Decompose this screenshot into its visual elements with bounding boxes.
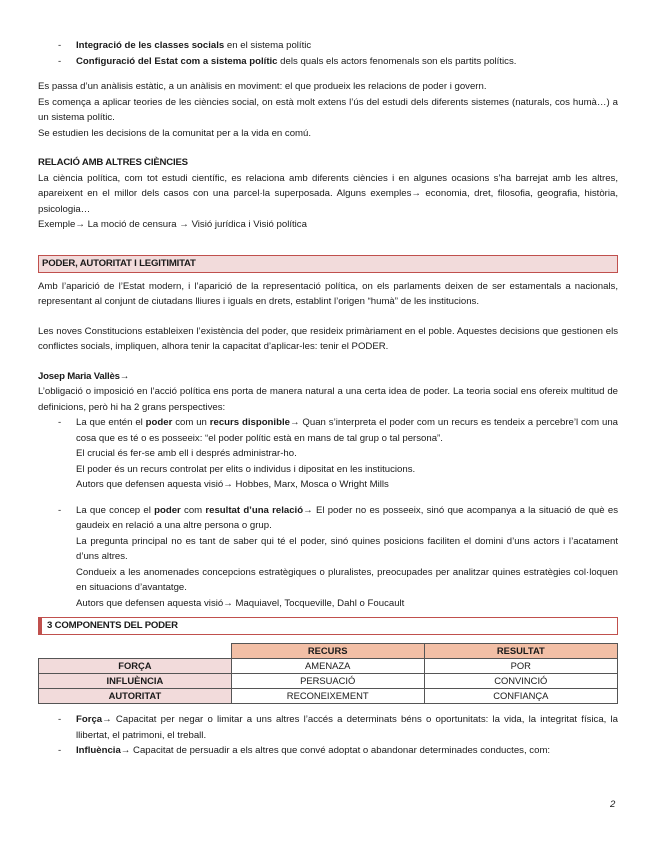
table-row [39, 674, 618, 689]
list-continuation: Condueix a les anomenades concepcions estratègiques o pluralistes, preocupades per analitzar quines estratègies col·loquen en situacions d’avantatge. [76, 566, 618, 593]
bullet-text: en el sistema polític [224, 40, 312, 51]
list-item: - La que concep el poder com resultat d’una relació→ El poder no es posseeix, sinó que acompanya a la situació de què es gaudeix en relació a una altre persona o grup. [58, 504, 618, 531]
author-heading: Josep Maria Vallès→ [38, 370, 130, 382]
paragraph: Se estudien les decisions de la comunitat per a la vida en comú. [38, 127, 312, 139]
bullet-text: dels quals els actors fenomenals son els partits polítics. [277, 55, 517, 67]
paragraph: Amb l’aparició de l’Estat modern, i l’aparició de la representació política, on els parlaments deixen de ser estamentals a nacionals, representant al conjunt de ciutadans lliures i iguals en drets, establint l’origen “humà” de les institucions. [38, 280, 618, 307]
perspective-list [38, 415, 618, 611]
section-heading-box: PODER, AUTORITAT I LEGITIMITAT [38, 255, 618, 273]
section-heading-box: 3 COMPONENTS DEL PODER [38, 617, 618, 635]
list-item: - Integració de les classes socials en el sistema polític [58, 40, 312, 51]
bullet-term: Influència [76, 745, 121, 756]
table-row [39, 659, 618, 674]
row-header: AUTORITAT [39, 689, 232, 704]
row-header: INFLUÈNCIA [39, 674, 232, 689]
document-page [38, 38, 618, 759]
row-header: FORÇA [39, 659, 232, 674]
list-continuation: Autors que defensen aquesta visió→ Maquiavel, Tocqueville, Dahl o Foucault [76, 597, 405, 609]
table-cell: CONVINCIÓ [424, 674, 617, 689]
components-table [38, 643, 618, 704]
list-item: - Influència→ Capacitat de persuadir a els altres que convé adoptat o abandonar determinades conductes, com: [58, 745, 551, 756]
list-continuation: El crucial és fer-se amb ell i després administrar-ho. [76, 448, 297, 459]
table-row [39, 689, 618, 704]
bullet-term: Integració de les classes socials [76, 40, 225, 51]
table-header-row [39, 644, 618, 659]
table-corner [39, 644, 232, 659]
components-bullet-list [38, 712, 618, 759]
list-item: - La que entén el poder com un recurs disponible→ Quan s’interpreta el poder com un recurs es tendeix a percebre’l com una cosa que es té o es posseeix: “el poder polític està en mans de tal grup o tal persona”. [58, 417, 618, 444]
list-continuation: Autors que defensen aquesta visió→ Hobbes, Marx, Mosca o Wright Mills [76, 479, 389, 490]
table-cell: CONFIANÇA [424, 689, 617, 704]
table-cell: RECONEIXEMENT [231, 689, 424, 704]
paragraph: La ciència política, com tot estudi científic, es relaciona amb diferents ciències i en algunes ocasions s’ha barrejat amb les altres, apareixent en el millor dels casos con una parcel·la superposada. Alguns exemples→ economia, dret, filosofia, geografia, història, psicologia… [38, 172, 618, 215]
table-cell: PERSUACIÓ [231, 674, 424, 689]
paragraph: Les noves Constitucions estableixen l’existència del poder, que resideix primàriament en el poble. Aquestes decisions que gestionen els conflictes socials, impliquen, alhora tenir la capacitat d’aplicar-les: tenir el PODER. [38, 325, 618, 352]
page-number: 2 [610, 799, 616, 810]
list-item: - Configuració del Estat com a sistema polític dels quals els actors fenomenals son els partits polítics. [58, 55, 517, 67]
table-header: RECURS [231, 644, 424, 659]
paragraph: L’obligació o imposició en l’acció política ens porta de manera natural a una certa idea de poder. La teoria social ens ofereix multitud de definicions, però hi ha 2 grans perspectives: [38, 386, 618, 413]
table-header: RESULTAT [424, 644, 617, 659]
table-cell: AMENAZA [231, 659, 424, 674]
list-continuation: La pregunta principal no es tant de saber qui té el poder, sinó quines posicions faciliten el domini d’uns actors i l’acatament d’uns altres. [76, 535, 618, 562]
bullet-term: Configuració del Estat com a sistema polític [76, 55, 278, 67]
paragraph: Es passa d’un anàlisis estàtic, a un anàlisis en moviment: el que produeix les relacions de poder i govern. [38, 81, 487, 92]
example-line: Exemple→ La moció de censura → Visió jurídica i Visió política [38, 219, 307, 230]
section-heading: RELACIÓ AMB ALTRES CIÈNCIES [38, 157, 188, 168]
intro-bullet-list [38, 38, 618, 69]
list-continuation: El poder és un recurs controlat per elits o individus i dipositat en les institucions. [76, 463, 416, 475]
bullet-text: → Capacitat per negar o limitar a uns altres l’accés a determinats béns o oportunitats: la vida, la integritat física, la llibertat, el patrimoni, el treball. [76, 714, 618, 741]
bullet-text: → Capacitat de persuadir a els altres que convé adoptat o abandonar determinades conductes, com: [120, 745, 551, 756]
table-cell: POR [424, 659, 617, 674]
list-item: - Força→ Capacitat per negar o limitar a uns altres l’accés a determinats béns o oportunitats: la vida, la integritat física, la llibertat, el patrimoni, el treball. [58, 714, 618, 741]
bullet-term: Força [76, 714, 103, 725]
paragraph: Es comença a aplicar teories de les ciències social, on està molt extens l’ús del estudi dels diferents sistemes (naturals, cos humà…) a un sistema polític. [38, 96, 618, 123]
